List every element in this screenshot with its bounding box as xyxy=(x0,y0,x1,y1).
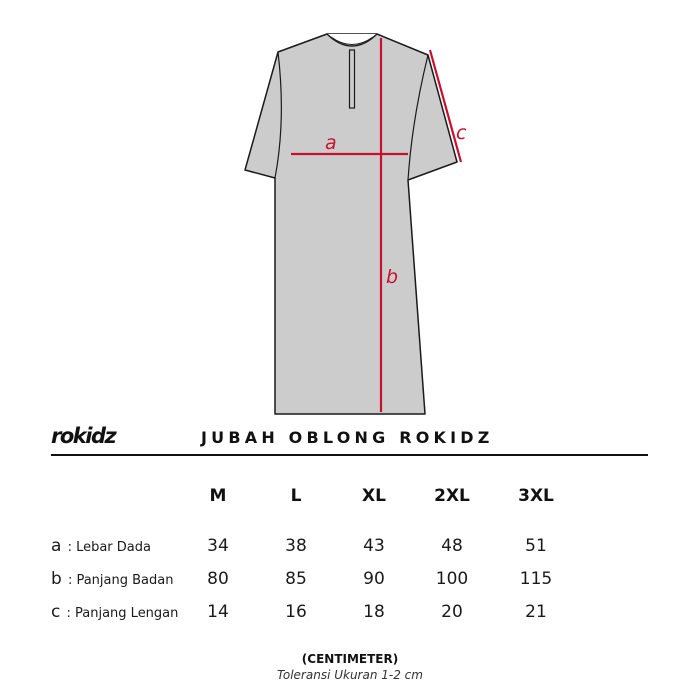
header-divider xyxy=(51,454,648,456)
row-letter: a xyxy=(51,536,62,556)
row-label-panjang-badan xyxy=(51,569,173,589)
table-cell: 38 xyxy=(285,536,307,556)
table-cell: 51 xyxy=(525,536,547,556)
table-cell: 16 xyxy=(285,602,307,622)
row-label-text: : Lebar Dada xyxy=(67,540,151,555)
table-cell: 90 xyxy=(363,569,385,589)
table-cell: 48 xyxy=(441,536,463,556)
size-header-l: L xyxy=(290,486,302,506)
table-cell: 100 xyxy=(435,569,469,589)
size-header-xl: XL xyxy=(362,486,386,506)
size-header-m: M xyxy=(209,486,227,506)
table-cell: 21 xyxy=(525,602,547,622)
measure-label-c: c xyxy=(456,122,467,144)
row-label-text: : Panjang Badan xyxy=(67,573,174,588)
tolerance-note: Toleransi Ukuran 1-2 cm xyxy=(277,668,423,682)
table-cell: 14 xyxy=(207,602,229,622)
row-label-lebar-dada xyxy=(51,536,151,556)
row-letter: c xyxy=(51,602,61,622)
table-cell: 20 xyxy=(441,602,463,622)
row-letter: b xyxy=(51,569,62,589)
size-header-2xl: 2XL xyxy=(434,486,470,506)
measure-label-a: a xyxy=(325,132,337,154)
unit-note: (CENTIMETER) xyxy=(301,652,399,666)
measure-label-b: b xyxy=(386,266,399,288)
table-cell: 18 xyxy=(363,602,385,622)
table-cell: 85 xyxy=(285,569,307,589)
row-label-panjang-lengan xyxy=(51,602,178,622)
row-label-text: : Panjang Lengan xyxy=(66,606,179,621)
table-cell: 115 xyxy=(519,569,553,589)
brand-logo: rokidz xyxy=(51,424,116,448)
size-header-3xl: 3XL xyxy=(518,486,554,506)
table-cell: 80 xyxy=(207,569,229,589)
robe-body xyxy=(245,34,457,414)
page-title: JUBAH OBLONG ROKIDZ xyxy=(201,428,494,447)
table-cell: 43 xyxy=(363,536,385,556)
table-cell: 34 xyxy=(207,536,229,556)
